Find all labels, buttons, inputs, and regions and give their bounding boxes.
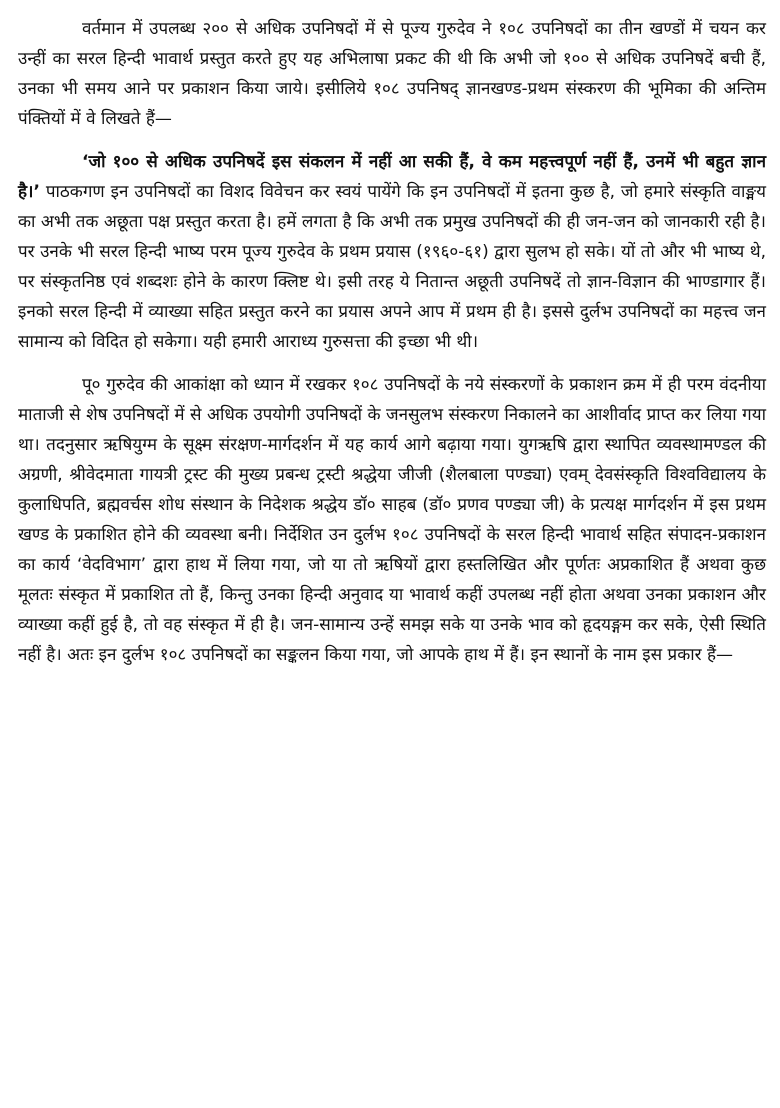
paragraph-intro: वर्तमान में उपलब्ध २०० से अधिक उपनिषदों में से पूज्य गुरुदेव ने १०८ उपनिषदों का तीन खण्डों में चयन कर उन्हीं का सरल हिन्दी भावार्थ प्रस्तुत करते हुए यह अभिलाषा प्रकट की थी कि अभी जो १०० से अधिक उपनिषदें बची हैं, उनका भी समय आने पर प्रकाशन किया जाये। इसीलिये १०८ उपनिषद् ज्ञानखण्ड-प्रथम संस्करण की भूमिका की अन्तिम पंक्तियों में वे लिखते हैं— [18,19,766,129]
paragraph-quote [18,147,766,357]
paragraph-quote-continuation: पाठकगण इन उपनिषदों का विशद विवेचन कर स्वयं पायेंगे कि इन उपनिषदों में इतना कुछ है, जो हमारे संस्कृति वाङ्मय का अभी तक अछूता पक्ष प्रस्तुत करता है। हमें लगता है कि अभी तक प्रमुख उपनिषदों की ही जन-जन को जानकारी रही है। पर उनके भी सरल हिन्दी भाष्य परम पूज्य गुरुदेव के प्रथम प्रयास (१९६०-६१) द्वारा सुलभ हो सके। यों तो और भी भाष्य थे, पर संस्कृतनिष्ठ एवं शब्दशः होने के कारण क्लिष्ट थे। इसी तरह ये नितान्त अछूती उपनिषदें तो ज्ञान-विज्ञान की भाण्डागार हैं। इनको सरल हिन्दी में व्याख्या सहित प्रस्तुत करने का प्रयास अपने आप में प्रथम ही है। इससे दुर्लभ उपनिषदों का महत्त्व जन सामान्य को विदित हो सकेगा। यही हमारी आराध्य गुरुसत्ता की इच्छा भी थी। [18,182,766,352]
paragraph-publication: पू० गुरुदेव की आकांक्षा को ध्यान में रखकर १०८ उपनिषदों के नये संस्करणों के प्रकाशन क्रम में ही परम वंदनीया माताजी से शेष उपनिषदों में से अधिक उपयोगी उपनिषदों के जनसुलभ संस्करण निकालने का आशीर्वाद प्राप्त कर लिया गया था। तदनुसार ऋषियुग्म के सूक्ष्म संरक्षण-मार्गदर्शन में यह कार्य आगे बढ़ाया गया। युगऋषि द्वारा स्थापित व्यवस्थामण्डल की अग्रणी, श्रीवेदमाता गायत्री ट्रस्ट की मुख्य प्रबन्ध ट्रस्टी श्रद्धेया जीजी (शैलबाला पण्ड्या) एवम् देवसंस्कृति विश्वविद्यालय के कुलाधिपति, ब्रह्मवर्चस शोध संस्थान के निदेशक श्रद्धेय डॉ० साहब (डॉ० प्रणव पण्ड्या जी) के प्रत्यक्ष मार्गदर्शन में इस प्रथम खण्ड के प्रकाशित होने की व्यवस्था बनी। निर्देशित उन दुर्लभ १०८ उपनिषदों के सरल हिन्दी भावार्थ सहित संपादन-प्रकाशन का कार्य ‘वेदविभाग’ द्वारा हाथ में लिया गया, जो या तो ऋषियों द्वारा हस्तलिखित और पूर्णतः अप्रकाशित हैं अथवा कुछ मूलतः संस्कृत में प्रकाशित तो हैं, किन्तु उनका हिन्दी अनुवाद या भावार्थ कहीं उपलब्ध नहीं होता अथवा उनका प्रकाशन और व्याख्या कहीं हुई है, तो वह संस्कृत में ही है। जन-सामान्य उन्हें समझ सके या उनके भाव को हृदयङ्गम कर सके, ऐसी स्थिति नहीं है। अतः इन दुर्लभ १०८ उपनिषदों का सङ्कलन किया गया, जो आपके हाथ में हैं। इन स्थानों के नाम इस प्रकार हैं— [18,375,766,665]
gurudev-quote: ‘जो १०० से अधिक उपनिषदें इस संकलन में नहीं आ सकी हैं, वे कम महत्त्वपूर्ण नहीं हैं, उनमें भी बहुत ज्ञान है।’ [18,152,766,202]
